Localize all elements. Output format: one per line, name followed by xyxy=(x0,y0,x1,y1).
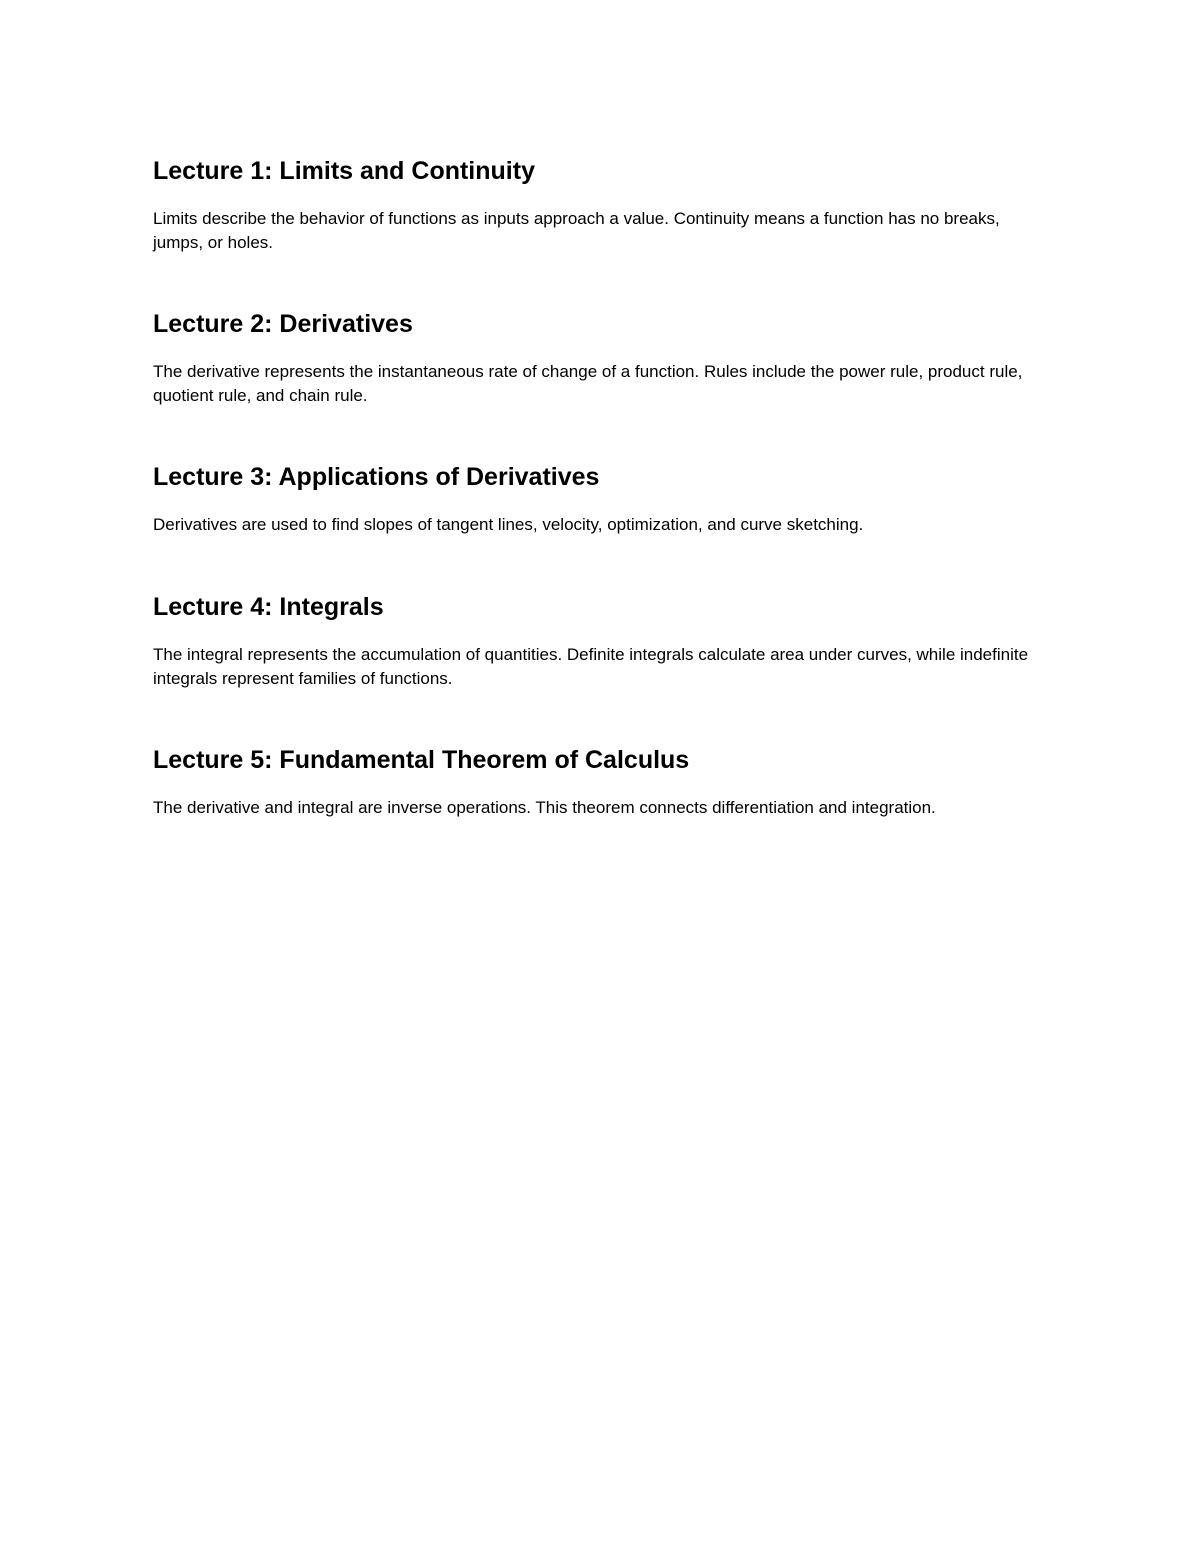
lecture-title: Lecture 5: Fundamental Theorem of Calculus xyxy=(153,746,690,774)
lecture-section-4 xyxy=(153,589,1053,691)
lecture-body: The integral represents the accumulation of quantities. Definite integrals calculate area under curves, while indefinite integrals represent families of functions. xyxy=(153,645,1029,688)
lecture-section-2 xyxy=(153,306,1053,408)
lecture-body: The derivative and integral are inverse operations. This theorem connects differentiation and integration. xyxy=(153,798,936,817)
lecture-body: Derivatives are used to find slopes of tangent lines, velocity, optimization, and curve sketching. xyxy=(153,515,864,534)
lecture-body: Limits describe the behavior of functions as inputs approach a value. Continuity means a function has no breaks, jumps, or holes. xyxy=(153,209,1000,252)
lecture-section-1 xyxy=(153,153,1053,255)
lecture-title: Lecture 2: Derivatives xyxy=(153,310,413,338)
lecture-title: Lecture 4: Integrals xyxy=(153,593,384,621)
lecture-title: Lecture 1: Limits and Continuity xyxy=(153,157,535,185)
lecture-section-3 xyxy=(153,459,1053,537)
lecture-body: The derivative represents the instantaneous rate of change of a function. Rules include the power rule, product rule, quotient rule, and chain rule. xyxy=(153,362,1023,405)
lecture-title: Lecture 3: Applications of Derivatives xyxy=(153,463,600,491)
lecture-section-5 xyxy=(153,742,1053,820)
